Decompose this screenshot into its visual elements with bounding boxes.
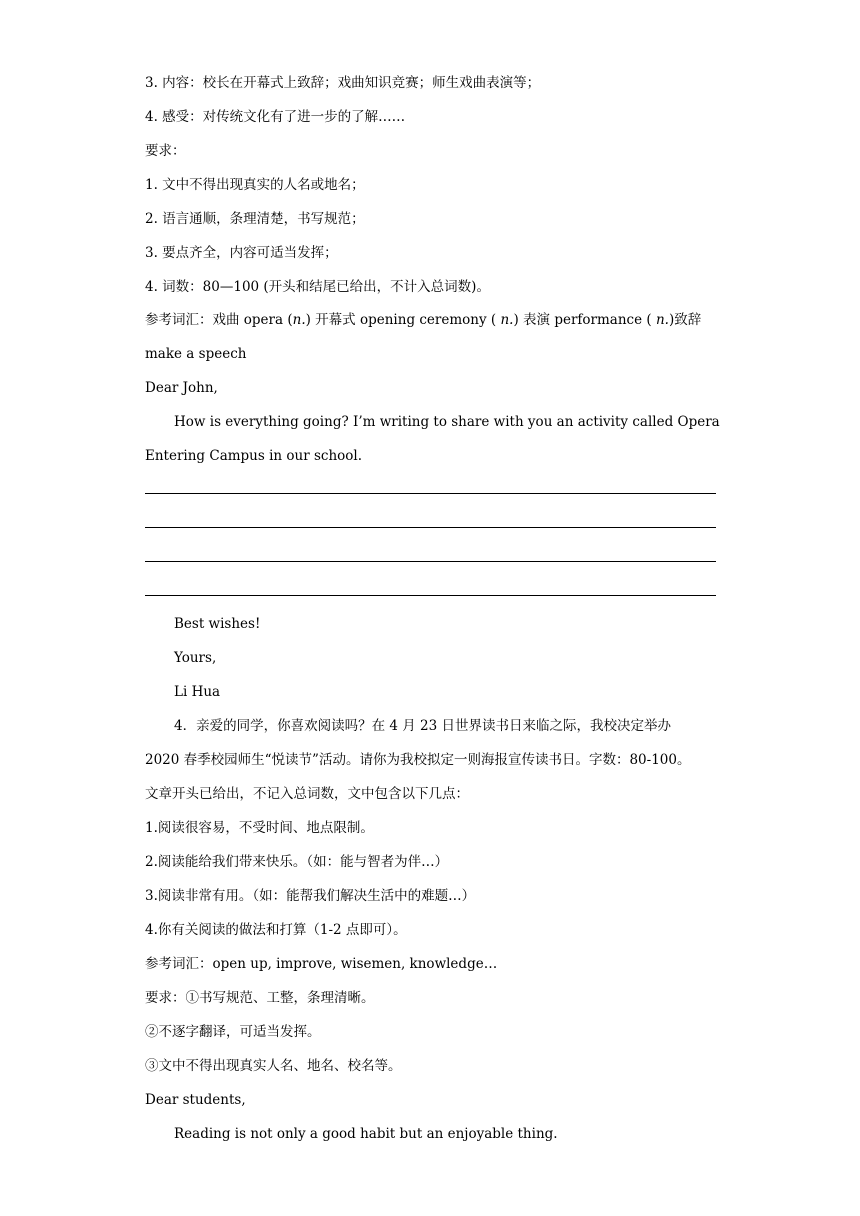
q3-feeling-point: 4. 感受：对传统文化有了进一步的了解…… — [145, 109, 406, 125]
q4-intro-line3: 文章开头已给出，不记入总词数，文中包含以下几点： — [145, 786, 469, 802]
q3-vocab-label: 参考词汇：戏曲 opera ( — [145, 312, 293, 328]
q4-point-2: 2.阅读能给我们带来快乐。（如：能与智者为伴…） — [145, 854, 449, 870]
q3-requirement-4: 4. 词数：80—100 (开头和结尾已给出，不计入总词数)。 — [145, 279, 490, 295]
q3-vocab-part4: )致辞 — [668, 312, 702, 328]
writing-line — [145, 527, 716, 528]
q4-intro-line1: 4．亲爱的同学，你喜欢阅读吗？在 4 月 23 日世界读书日来临之际，我校决定举办 — [174, 718, 672, 734]
q3-requirements-heading: 要求： — [145, 143, 186, 159]
writing-line — [145, 595, 716, 596]
q4-requirement-3: ③文中不得出现真实人名、地名、校名等。 — [145, 1058, 402, 1074]
letter-opening-line2: Entering Campus in our school. — [145, 448, 363, 464]
q4-opening: Reading is not only a good habit but an enjoyable thing. — [174, 1126, 558, 1142]
q4-vocab: 参考词汇：open up, improve, wisemen, knowledge… — [145, 956, 498, 972]
letter-name: Li Hua — [174, 684, 221, 700]
q3-content-point: 3. 内容：校长在开幕式上致辞；戏曲知识竞赛；师生戏曲表演等； — [145, 75, 541, 91]
noun-abbr: n. — [292, 312, 306, 328]
q3-requirement-2: 2. 语言通顺，条理清楚，书写规范； — [145, 211, 365, 227]
writing-line — [145, 561, 716, 562]
q4-intro-line2: 2020 春季校园师生“悦读节”活动。请你为我校拟定一则海报宣传读书日。字数：80-100。 — [145, 752, 691, 768]
q4-greeting: Dear students, — [145, 1092, 246, 1108]
q4-requirement-1: 要求：①书写规范、工整，条理清晰。 — [145, 990, 375, 1006]
q3-vocab-line2: make a speech — [145, 346, 247, 362]
q3-vocab-part3: ) 表演 performance ( — [513, 312, 656, 328]
letter-opening-line1: How is everything going? I’m writing to share with you an activity called Opera — [174, 414, 720, 430]
letter-sign-off: Yours, — [174, 650, 217, 666]
letter-closing: Best wishes! — [174, 616, 261, 632]
letter-greeting: Dear John, — [145, 380, 218, 396]
q4-requirement-2: ②不逐字翻译，可适当发挥。 — [145, 1024, 321, 1040]
q3-requirement-1: 1. 文中不得出现真实的人名或地名； — [145, 177, 365, 193]
writing-line — [145, 493, 716, 494]
q3-vocab-line — [145, 310, 701, 330]
q3-requirement-3: 3. 要点齐全，内容可适当发挥； — [145, 245, 338, 261]
q4-point-1: 1.阅读很容易，不受时间、地点限制。 — [145, 820, 374, 836]
q3-vocab-part2: ) 开幕式 opening ceremony ( — [305, 312, 501, 328]
noun-abbr: n. — [655, 312, 669, 328]
q4-point-4: 4.你有关阅读的做法和打算（1-2 点即可）。 — [145, 922, 407, 938]
noun-abbr: n. — [500, 312, 514, 328]
q4-point-3: 3.阅读非常有用。（如：能帮我们解决生活中的难题…） — [145, 888, 476, 904]
